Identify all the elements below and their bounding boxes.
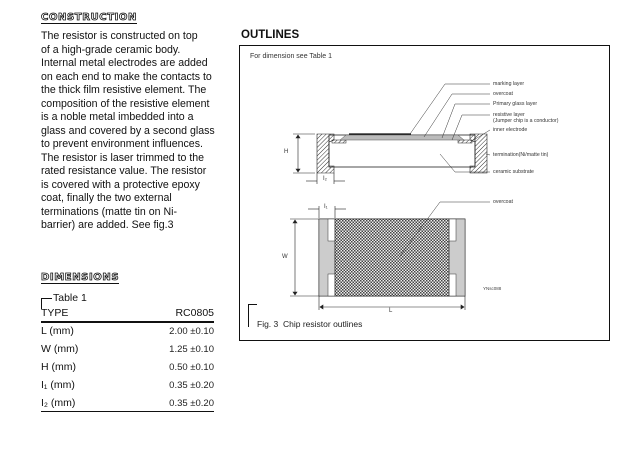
callout-overcoat: overcoat [493, 91, 513, 97]
paragraph-line: glass and covered by a second glass [41, 124, 215, 137]
paragraph-line: is covered with a protective epoxy [41, 178, 200, 191]
callout-termination: termination(Ni/matte tin) [493, 152, 549, 158]
callout-marking-layer: marking layer [493, 81, 525, 87]
outlines-title: OUTLINES [241, 29, 300, 41]
paragraph-line: the thick film resistive element. The [41, 84, 207, 96]
figure-number: Fig. 3 [257, 319, 279, 329]
table-row [41, 323, 214, 341]
paragraph-line: rated resistance value. The resistor [41, 165, 207, 177]
table-caption [41, 292, 101, 308]
dim-label-h: H [284, 149, 289, 155]
row-value: 0.35 ±0.20 [169, 380, 214, 391]
paragraph-line: The resistor is laser trimmed to the [41, 151, 205, 164]
dimension-note: For dimension see Table 1 [250, 53, 332, 60]
paragraph-line: coat, finally the two external [41, 192, 172, 204]
top-view [290, 202, 490, 310]
row-param: I₁ (mm) [41, 379, 75, 391]
construction-paragraph [41, 30, 231, 233]
row-param: W (mm) [41, 343, 79, 355]
header-type: TYPE [41, 307, 69, 319]
dim-label-l1: I₁ [324, 204, 328, 210]
paragraph-line: terminations (matte tin on Ni- [41, 205, 178, 218]
dim-label-l2: I₂ [323, 176, 327, 182]
row-param: H (mm) [41, 361, 76, 373]
figure-caption-text: Chip resistor outlines [283, 319, 363, 329]
row-value: 1.25 ±0.10 [169, 344, 214, 355]
paragraph-line: of a high-grade ceramic body. [41, 43, 181, 56]
paragraph-line: on each end to make the contacts to [41, 70, 212, 83]
table-bottom-rule [41, 411, 214, 412]
table-row [41, 341, 214, 359]
table-row [41, 359, 214, 377]
inner-electrode-right [458, 140, 472, 143]
cross-section [293, 84, 490, 184]
paragraph-line: composition of the resistive element [41, 97, 210, 110]
row-value: 0.50 ±0.10 [169, 362, 214, 373]
caption-bracket [248, 304, 257, 327]
table-row [41, 377, 214, 395]
callout-resistive-layer: resistive layer [493, 112, 525, 118]
table-caption-label: Table 1 [53, 292, 87, 304]
callout-ceramic-substrate: ceramic substrate [493, 169, 534, 175]
table-header [41, 307, 214, 323]
row-value: 2.00 ±0.10 [169, 326, 214, 337]
dimensions-heading: DIMENSIONS [41, 272, 120, 283]
figure-box [239, 45, 610, 341]
paragraph-line: The resistor is constructed on top [41, 30, 198, 42]
row-param: L (mm) [41, 325, 74, 337]
chip-resistor-drawing [240, 46, 609, 340]
dim-label-w: W [282, 254, 288, 260]
callout-overcoat-top: overcoat [493, 199, 513, 205]
construction-heading: CONSTRUCTION [41, 12, 138, 23]
paragraph-line: barrier) are added. See fig.3 [41, 219, 174, 231]
header-model: RC0805 [175, 307, 214, 319]
inner-electrode-left [332, 140, 346, 143]
callout-primary-glass: Primary glass layer [493, 101, 538, 107]
callout-jumper-note: (Jumper chip is a conductor) [493, 118, 559, 124]
dim-label-l: L [389, 308, 393, 314]
row-value: 0.35 ±0.20 [169, 398, 214, 409]
callout-inner-electrode: inner electrode [493, 127, 528, 133]
glass-layer [340, 135, 464, 140]
paragraph-line: Internal metal electrodes are added [41, 57, 208, 69]
overcoat-area [335, 219, 449, 296]
row-param: I₂ (mm) [41, 397, 76, 409]
paragraph-line: to prevent environment influences. [41, 138, 203, 150]
drawing-code: YNsc088 [483, 286, 502, 291]
paragraph-line: is a noble metal imbedded into a [41, 111, 194, 123]
